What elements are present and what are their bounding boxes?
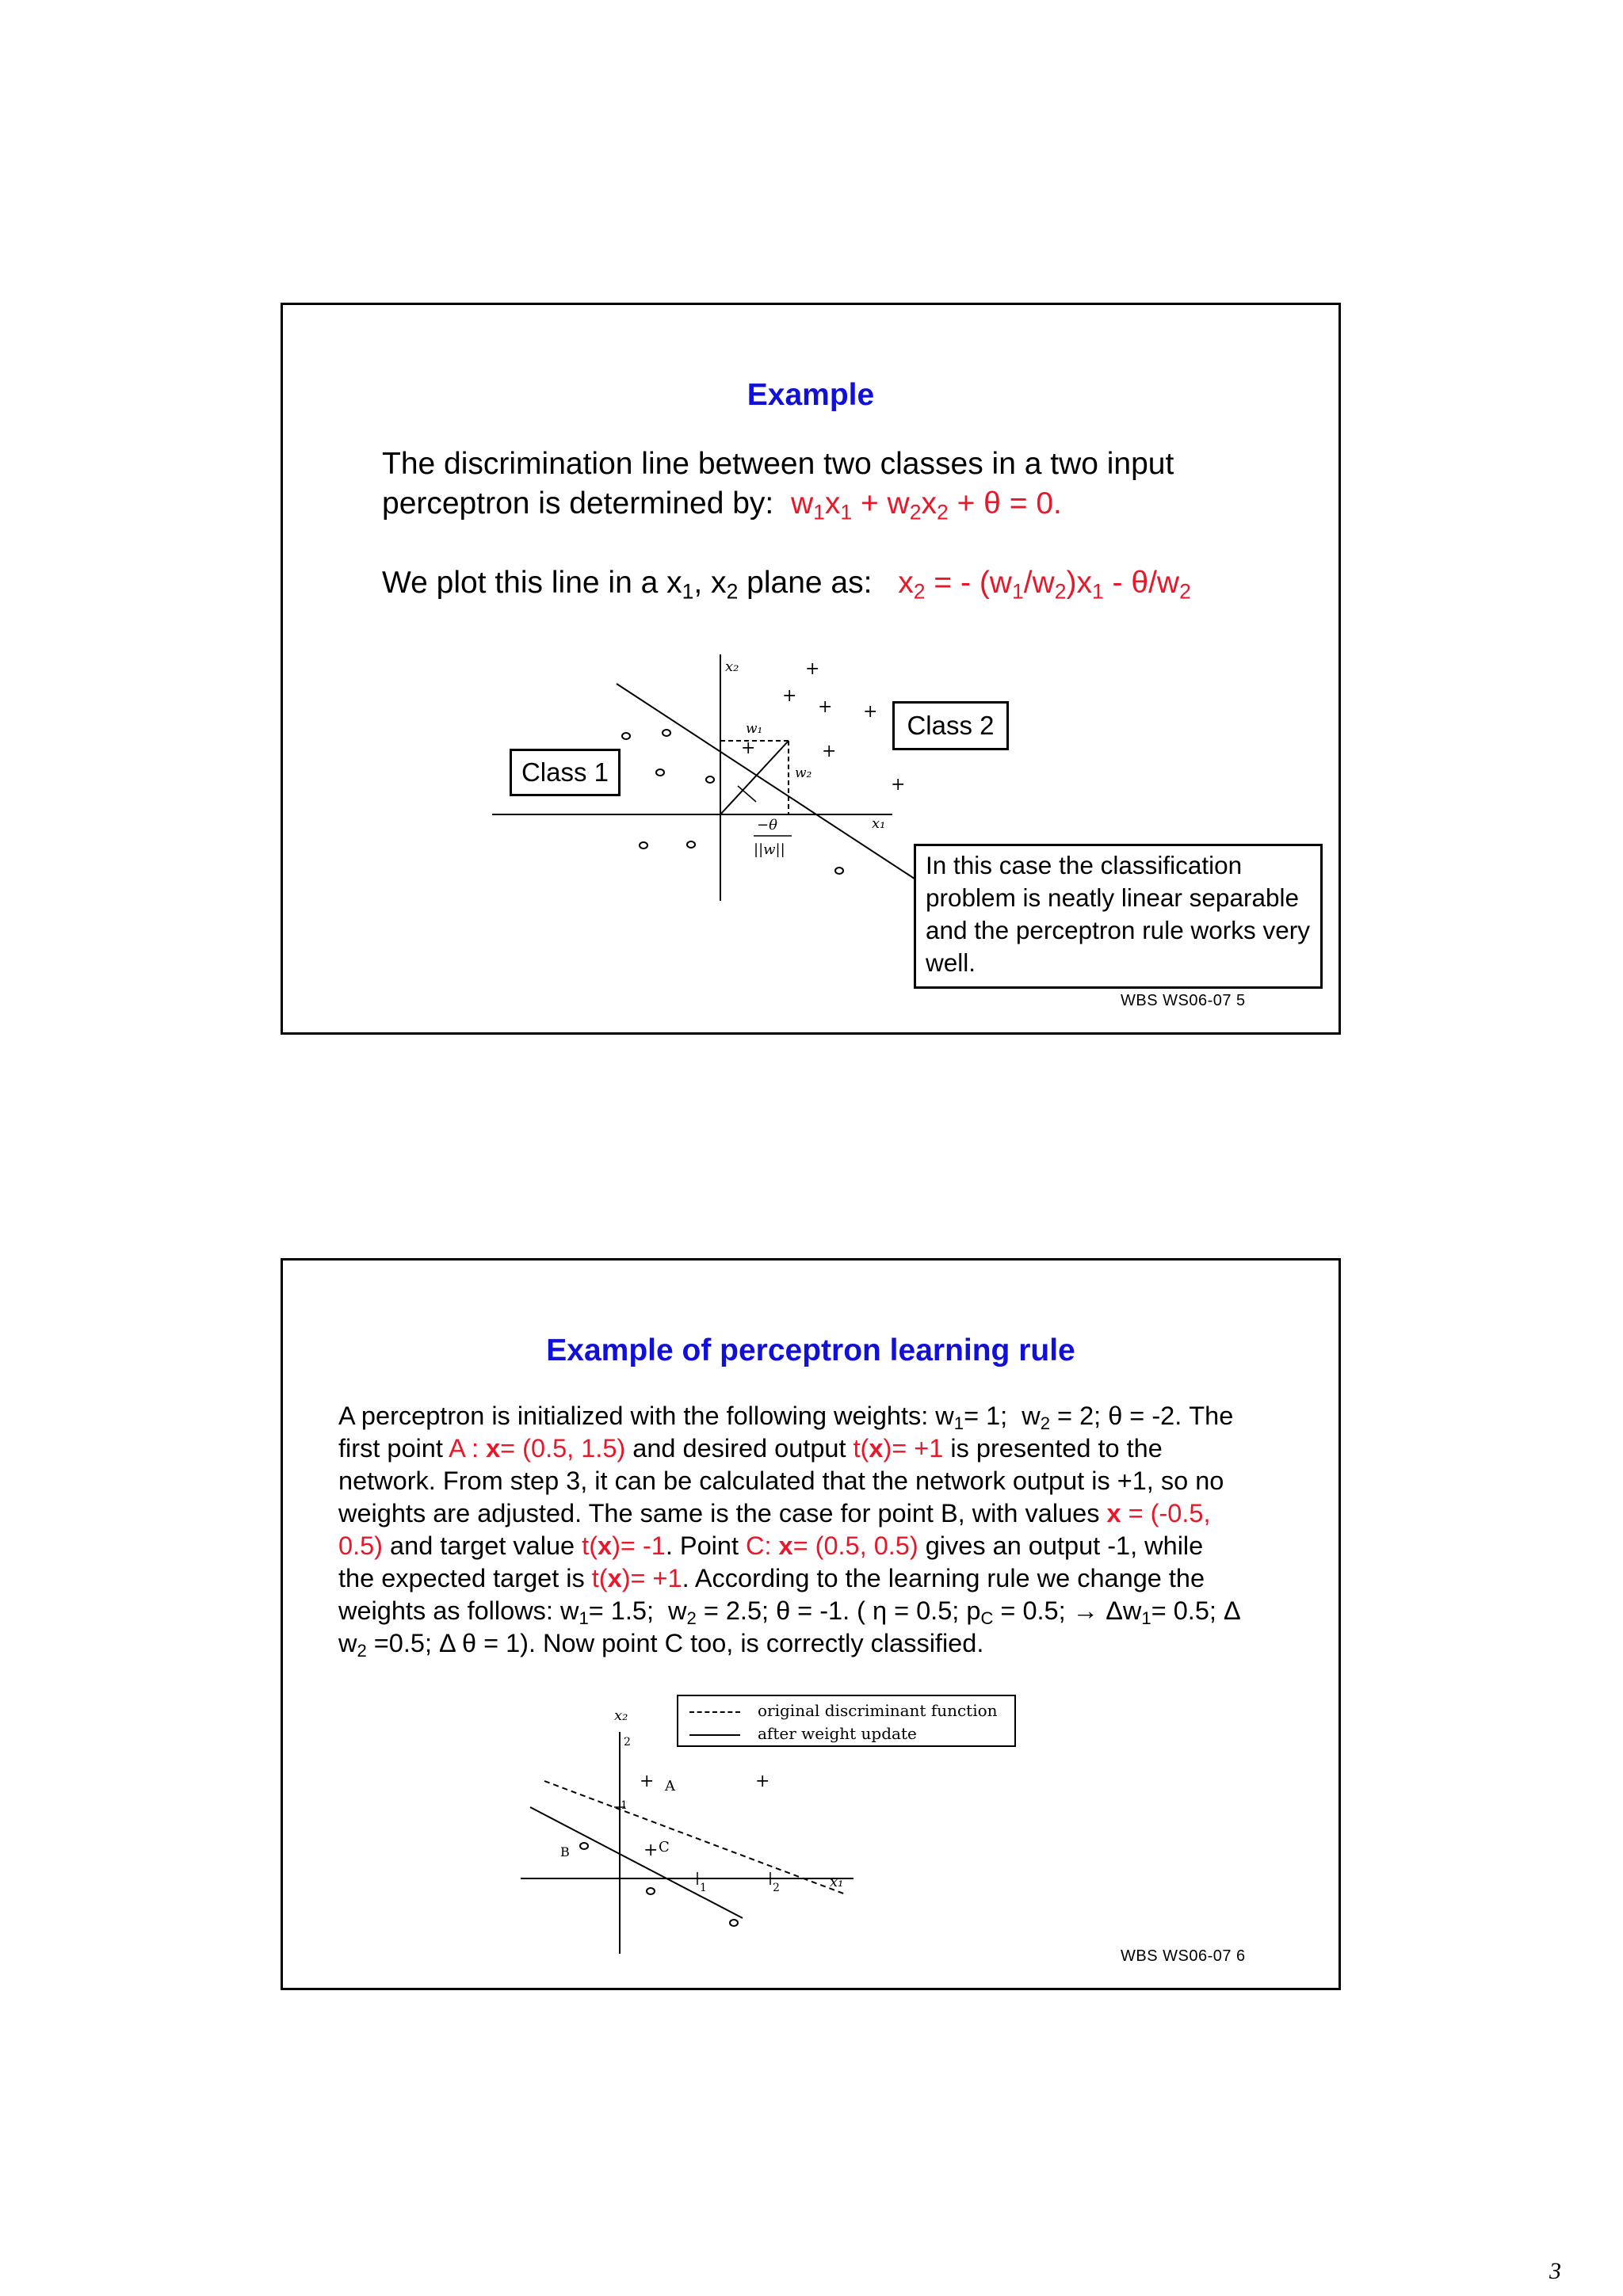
intro-line-3: We plot this line in a $x_1$, $x_2$ plane as: $x_2$ = - $(w_1/w_2)x_1 - \theta/w_2$: [382, 566, 1191, 604]
slide-title: Example: [747, 378, 875, 412]
paragraph-line-2: first point A : x= (0.5, 1.5) and desired output t(x)= +1 is presented to the: [338, 1434, 1163, 1463]
svg-text:+: +: [741, 738, 756, 758]
slide-example: [281, 303, 1341, 1035]
paragraph-line-4: weights are adjusted. The same is the case for point B, with values x = (-0.5,: [338, 1499, 1211, 1527]
intro-line-2-text: perceptron is determined by:: [382, 486, 774, 521]
paragraph-line-3: network. From step 3, it can be calculated that the network output is +1, so no: [338, 1466, 1224, 1495]
paragraph-line-6: the expected target is t(x)= +1. According to the learning rule we change the: [338, 1564, 1205, 1592]
svg-text:w₁: w₁: [746, 721, 763, 737]
paragraph-line-7: weights as follows: $w_1= 1.5$; $w_2 = 2.5$; θ = -1. ( η = 0.5; $p_C = 0.5$; → $\Delta w_1= 0.5$; Δ: [338, 1596, 1241, 1629]
svg-text:w₂: w₂: [795, 765, 812, 781]
paragraph-line-1: A perceptron is initialized with the following weights: $w_1= 1$; $w_2 = 2$; θ = -2. The: [338, 1402, 1234, 1434]
svg-text:x₁: x₁: [830, 1874, 844, 1890]
slide-footer: WBS WS06-07 5: [1121, 992, 1246, 1009]
solid-line-swatch: [689, 1734, 740, 1736]
slide-title: Example of perceptron learning rule: [546, 1333, 1075, 1367]
learning-rule-figure: [283, 1261, 1343, 1993]
svg-text:C: C: [659, 1839, 670, 1855]
intro-line-1: The discrimination line between two classes in a two input: [382, 447, 1174, 481]
class1-label: Class 1: [510, 749, 621, 796]
svg-text:+: +: [863, 702, 878, 722]
svg-text:+: +: [805, 659, 820, 679]
svg-text:A: A: [665, 1778, 675, 1794]
figure-legend: [677, 1695, 1016, 1747]
legend-dashed-label: original discriminant function: [758, 1701, 998, 1720]
classification-note: In this case the classification problem is neatly linear separable and the perceptron rule works very well.: [914, 844, 1323, 989]
svg-text:1: 1: [621, 1799, 628, 1812]
paragraph-line-8: $w_2 =0.5$; Δ θ = 1). Now point C too, is correctly classified.: [338, 1629, 984, 1661]
intro-line-3-plane: plane as:: [747, 566, 873, 600]
page-number: 3: [1549, 2258, 1561, 2284]
svg-text:+: +: [818, 697, 833, 717]
slide-footer: WBS WS06-07 6: [1121, 1947, 1246, 1965]
slide-learning-rule: [281, 1258, 1341, 1990]
svg-text:x₂: x₂: [614, 1707, 628, 1724]
intro-line-3-text: We plot this line in a: [382, 566, 659, 600]
svg-text:x₁: x₁: [872, 815, 886, 832]
svg-text:+: +: [891, 775, 906, 795]
discrimination-equation: $w_1x_1 + w_2x_2 + \theta = 0$.: [782, 486, 1062, 524]
svg-text:+: +: [782, 686, 797, 706]
svg-text:1: 1: [700, 1882, 707, 1894]
svg-text:+: +: [755, 1772, 770, 1791]
svg-text:x₂: x₂: [725, 658, 739, 675]
class2-label: Class 2: [892, 701, 1009, 750]
svg-text:||w||: ||w||: [754, 841, 785, 858]
line-equation: $x_2$ = - $(w_1/w_2)x_1 - \theta/w_2$: [898, 566, 1191, 604]
paragraph-line-5: 0.5) and target value t(x)= -1. Point C: x= (0.5, 0.5) gives an output -1, while: [338, 1531, 1204, 1560]
dashed-line-swatch: [689, 1711, 740, 1713]
svg-text:2: 2: [624, 1736, 631, 1749]
svg-text:2: 2: [773, 1882, 780, 1894]
svg-text:+: +: [640, 1772, 655, 1791]
legend-solid-label: after weight update: [758, 1724, 917, 1743]
svg-text:B: B: [560, 1844, 570, 1859]
svg-text:+: +: [822, 742, 837, 761]
svg-text:+: +: [643, 1840, 659, 1860]
class2-points: [741, 659, 905, 795]
svg-text:−θ: −θ: [757, 817, 777, 833]
